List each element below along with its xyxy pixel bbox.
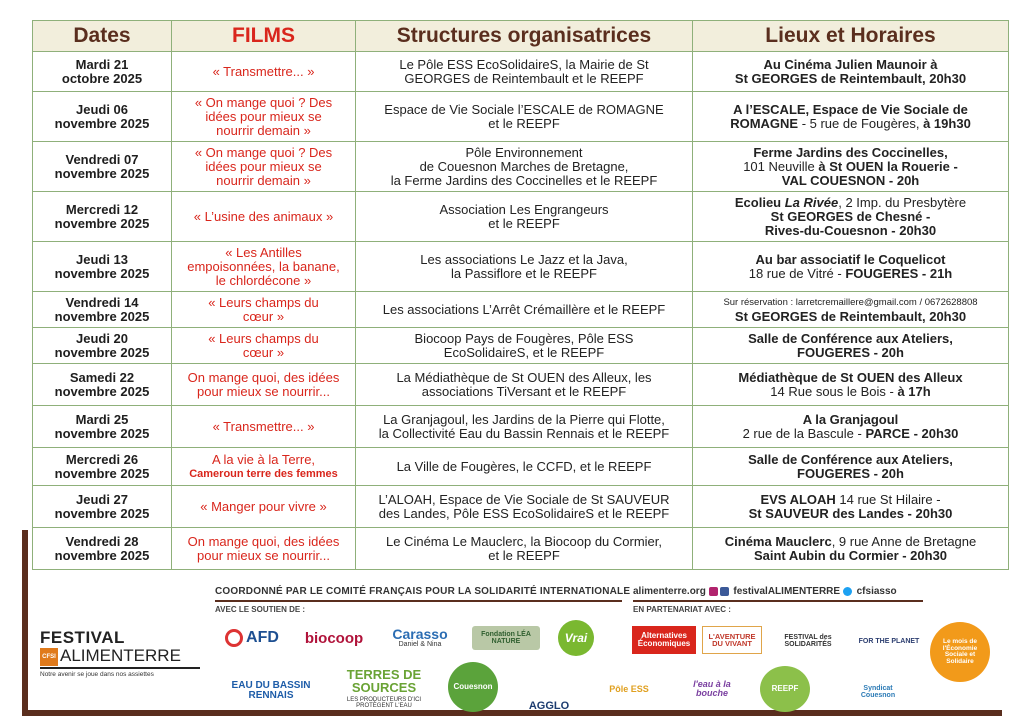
date-line: novembre 2025 bbox=[54, 115, 150, 131]
afd-logo: AFD bbox=[218, 624, 286, 652]
date-line: Mercredi 26 bbox=[65, 451, 139, 467]
film-subtitle: Cameroun terre des femmes bbox=[189, 467, 338, 480]
film-line: « Leurs champs du bbox=[208, 330, 319, 346]
lieu-text: EVS ALOAH bbox=[760, 491, 836, 507]
structures-line: la Passiflore et le REEPF bbox=[451, 265, 597, 281]
table-row bbox=[33, 92, 1009, 142]
vrai-logo: Vrai bbox=[558, 620, 594, 656]
structures-line: la Collectivité Eau du Bassin Rennais et le REEPF bbox=[378, 425, 670, 441]
cell-film bbox=[172, 142, 356, 192]
structures-line: des Landes, Pôle ESS EcoSolidaireS et le REEPF bbox=[378, 505, 670, 521]
date-line: novembre 2025 bbox=[54, 265, 150, 281]
cell-lieu bbox=[693, 92, 1009, 142]
cell-date bbox=[33, 52, 172, 92]
lieu-text: à St OUEN la Rouerie - bbox=[818, 158, 958, 174]
date-line: novembre 2025 bbox=[54, 465, 150, 481]
lieu-text: ROMAGNE bbox=[730, 115, 799, 131]
film-line: « On mange quoi ? Des bbox=[194, 144, 333, 160]
cell-lieu bbox=[693, 448, 1009, 486]
cell-lieu bbox=[693, 192, 1009, 242]
festival-logo-line1: FESTIVAL bbox=[40, 628, 125, 647]
cell-date bbox=[33, 292, 172, 328]
date-line: novembre 2025 bbox=[54, 547, 150, 563]
lieu-text: St GEORGES de Reintembault, 20h30 bbox=[734, 308, 967, 324]
cell-film bbox=[172, 406, 356, 448]
structures-line: Pôle Environnement bbox=[465, 144, 583, 160]
film-line: « Leurs champs du bbox=[208, 294, 319, 310]
date-line: Jeudi 27 bbox=[75, 491, 129, 507]
lieu-text: 101 Neuville bbox=[743, 158, 819, 174]
cell-lieu bbox=[693, 142, 1009, 192]
cell-lieu bbox=[693, 486, 1009, 528]
cell-structures bbox=[356, 52, 693, 92]
fondation-lea-nature-logo: Fondation LÉA NATURE bbox=[472, 626, 540, 650]
lieu-text: Médiathèque de St OUEN des Alleux bbox=[738, 369, 963, 385]
reepf-logo: REEPF bbox=[760, 666, 810, 712]
date-line: Jeudi 06 bbox=[75, 101, 129, 117]
cell-structures bbox=[356, 528, 693, 570]
cell-date bbox=[33, 448, 172, 486]
cell-lieu bbox=[693, 328, 1009, 364]
structures-line: EcoSolidaireS, et le REEPF bbox=[443, 344, 605, 360]
date-line: Mardi 21 bbox=[75, 56, 129, 72]
table-row bbox=[33, 528, 1009, 570]
film-line: « L’usine des animaux » bbox=[193, 208, 334, 224]
film-line: le chlordécone » bbox=[215, 272, 312, 288]
lieu-text: PARCE - 20h30 bbox=[865, 425, 959, 441]
footer bbox=[0, 580, 1024, 720]
date-line: novembre 2025 bbox=[54, 383, 150, 399]
table-row bbox=[33, 142, 1009, 192]
cell-structures bbox=[356, 406, 693, 448]
lieu-text: Salle de Conférence aux Ateliers, bbox=[748, 451, 953, 467]
cell-lieu bbox=[693, 242, 1009, 292]
lieu-text: , 9 rue Anne de Bretagne bbox=[831, 533, 977, 549]
social-links bbox=[633, 586, 897, 597]
divider bbox=[633, 600, 923, 602]
pole-ess-logo: Pôle ESS bbox=[609, 683, 649, 694]
cell-structures bbox=[356, 328, 693, 364]
eau-a-la-bouche-logo: l'eau à la bouche bbox=[693, 679, 731, 698]
facebook-handle[interactable]: festivalALIMENTERRE bbox=[733, 586, 841, 597]
date-line: Vendredi 07 bbox=[65, 151, 139, 167]
terres-de-sources-logo: TERRES DE SOURCES LES PRODUCTEURS D'ICI PROTÈGENT L'EAU bbox=[346, 666, 422, 709]
cell-structures bbox=[356, 192, 693, 242]
lieu-text: Cinéma Mauclerc bbox=[724, 533, 832, 549]
structures-line: Le Cinéma Le Mauclerc, la Biocoop du Cormier, bbox=[385, 533, 663, 549]
support-label: AVEC LE SOUTIEN DE : bbox=[215, 605, 306, 614]
cell-structures bbox=[356, 242, 693, 292]
header-structures: Structures organisatrices bbox=[356, 21, 693, 52]
instagram-icon bbox=[709, 587, 718, 596]
structures-line: et le REEPF bbox=[488, 115, 560, 131]
cell-film bbox=[172, 328, 356, 364]
table-row bbox=[33, 52, 1009, 92]
cell-film bbox=[172, 448, 356, 486]
film-line: nourrir demain » bbox=[216, 172, 311, 188]
lieu-text: - 5 rue de Fougères, bbox=[798, 115, 924, 131]
date-line: Mercredi 12 bbox=[65, 201, 139, 217]
cell-lieu bbox=[693, 364, 1009, 406]
structures-line: Les associations Le Jazz et la Java, bbox=[420, 251, 628, 267]
lieu-text: St GEORGES de Reintembault, 20h30 bbox=[734, 70, 967, 86]
festival-logo bbox=[40, 628, 200, 678]
film-line: empoisonnées, la banane, bbox=[187, 258, 340, 274]
structures-line: L’ALOAH, Espace de Vie Sociale de St SAUVEUR bbox=[378, 491, 670, 507]
cell-lieu bbox=[693, 528, 1009, 570]
structures-line: de Couesnon Marches de Bretagne, bbox=[419, 158, 629, 174]
table-header-row bbox=[33, 21, 1009, 52]
alternatives-economiques-logo: Alternatives Économiques bbox=[632, 626, 696, 654]
structures-line: La Médiathèque de St OUEN des Alleux, les bbox=[396, 369, 652, 385]
date-line: Mardi 25 bbox=[75, 411, 129, 427]
structures-line: GEORGES de Reintembault et le REEPF bbox=[404, 70, 644, 86]
cell-structures bbox=[356, 92, 693, 142]
lieu-text: 14 Rue sous le Bois - bbox=[770, 383, 898, 399]
film-line: A la vie à la Terre, bbox=[211, 451, 316, 467]
cell-film bbox=[172, 364, 356, 406]
syndicat-couesnon-logo: Syndicat Couesnon bbox=[860, 685, 896, 699]
cell-film bbox=[172, 292, 356, 328]
lieu-text: Au bar associatif le Coquelicot bbox=[755, 251, 946, 267]
lieu-text: à 19h30 bbox=[923, 115, 971, 131]
carasso-logo: Carasso Daniel & Nina bbox=[392, 625, 448, 648]
cell-date bbox=[33, 486, 172, 528]
structures-line: Biocoop Pays de Fougères, Pôle ESS bbox=[414, 330, 634, 346]
date-line: novembre 2025 bbox=[54, 505, 150, 521]
afd-ring-icon bbox=[225, 629, 243, 647]
lieu-text: Salle de Conférence aux Ateliers, bbox=[748, 330, 953, 346]
cell-lieu bbox=[693, 292, 1009, 328]
structures-line: la Ferme Jardins des Coccinelles et le REEPF bbox=[390, 172, 658, 188]
table-row bbox=[33, 448, 1009, 486]
film-line: « Manger pour vivre » bbox=[200, 498, 327, 514]
mois-ess-logo: Le mois de l'Économie Sociale et Solidaire bbox=[930, 622, 990, 682]
facebook-icon bbox=[720, 587, 729, 596]
cell-lieu bbox=[693, 52, 1009, 92]
film-line: nourrir demain » bbox=[216, 122, 311, 138]
date-line: novembre 2025 bbox=[54, 215, 150, 231]
website-link[interactable]: alimenterre.org bbox=[633, 586, 706, 597]
film-line: « Les Antilles bbox=[225, 244, 302, 260]
table-row bbox=[33, 192, 1009, 242]
table-row bbox=[33, 242, 1009, 292]
cell-date bbox=[33, 406, 172, 448]
lieu-text: VAL COUESNON - 20h bbox=[781, 172, 920, 188]
lieu-text: 14 rue St Hilaire - bbox=[835, 491, 941, 507]
lieu-text: St SAUVEUR des Landes - 20h30 bbox=[748, 505, 953, 521]
cell-date bbox=[33, 92, 172, 142]
film-line: « Transmettre... » bbox=[212, 63, 315, 79]
date-line: Jeudi 20 bbox=[75, 330, 129, 346]
festival-tagline: Notre avenir se joue dans nos assiettes bbox=[40, 671, 154, 678]
header-dates: Dates bbox=[33, 21, 172, 52]
structures-line: Association Les Engrangeurs bbox=[439, 201, 609, 217]
cell-lieu bbox=[693, 406, 1009, 448]
lieu-text: Ecolieu bbox=[734, 194, 785, 210]
lieu-text: Ferme Jardins des Coccinelles, bbox=[753, 144, 948, 160]
reservation-note: Sur réservation : larretcremaillere@gmail.com / 0672628808 bbox=[723, 296, 978, 308]
date-line: novembre 2025 bbox=[54, 344, 150, 360]
lieu-text: FOUGERES - 20h bbox=[797, 344, 904, 360]
lieu-text: Saint Aubin du Cormier - 20h30 bbox=[753, 547, 948, 563]
structures-line: La Granjagoul, les Jardins de la Pierre qui Flotte, bbox=[383, 411, 665, 427]
divider bbox=[215, 600, 622, 602]
cell-film bbox=[172, 92, 356, 142]
film-line: idées pour mieux se bbox=[205, 158, 322, 174]
cell-structures bbox=[356, 486, 693, 528]
film-line: pour mieux se nourrir... bbox=[197, 547, 330, 563]
table-row bbox=[33, 328, 1009, 364]
date-line: novembre 2025 bbox=[54, 425, 150, 441]
date-line: Vendredi 14 bbox=[65, 294, 139, 310]
date-line: Jeudi 13 bbox=[75, 251, 129, 267]
lieu-text: FOUGERES - 21h bbox=[845, 265, 953, 281]
coordination-text: COORDONNÉ PAR LE COMITÉ FRANÇAIS POUR LA SOLIDARITÉ INTERNATIONALE bbox=[215, 586, 631, 597]
lieu-text: 18 rue de Vitré - bbox=[748, 265, 846, 281]
film-line: idées pour mieux se bbox=[205, 108, 322, 124]
lieu-text: St GEORGES de Chesné - bbox=[770, 208, 931, 224]
festival-des-solidarites-logo: FESTIVAL des SOLIDARITÉS bbox=[784, 634, 832, 648]
date-line: novembre 2025 bbox=[54, 165, 150, 181]
film-line: « Transmettre... » bbox=[212, 418, 315, 434]
film-line: On mange quoi, des idées bbox=[187, 369, 340, 385]
date-line: octobre 2025 bbox=[61, 70, 143, 86]
header-lieux: Lieux et Horaires bbox=[693, 21, 1009, 52]
table-row bbox=[33, 364, 1009, 406]
lieu-text: La Rivée bbox=[784, 194, 839, 210]
lieu-text: 2 rue de la Bascule - bbox=[742, 425, 866, 441]
twitter-icon bbox=[843, 587, 852, 596]
cell-date bbox=[33, 142, 172, 192]
cfsi-logo: CFSI bbox=[40, 648, 58, 666]
twitter-handle[interactable]: cfsiasso bbox=[856, 586, 897, 597]
film-line: On mange quoi, des idées bbox=[187, 533, 340, 549]
structures-line: et le REEPF bbox=[488, 547, 560, 563]
cell-date bbox=[33, 364, 172, 406]
lieu-text: Au Cinéma Julien Maunoir à bbox=[763, 56, 938, 72]
cell-date bbox=[33, 528, 172, 570]
structures-line: Espace de Vie Sociale l’ESCALE de ROMAGNE bbox=[384, 101, 664, 117]
lieu-text: , 2 Imp. du Presbytère bbox=[838, 194, 967, 210]
cell-structures bbox=[356, 292, 693, 328]
film-line: cœur » bbox=[242, 308, 285, 324]
cell-date bbox=[33, 242, 172, 292]
cell-film bbox=[172, 486, 356, 528]
couesnon-logo: Couesnon bbox=[448, 662, 498, 712]
date-line: novembre 2025 bbox=[54, 308, 150, 324]
schedule-table bbox=[32, 20, 1009, 570]
cell-film bbox=[172, 528, 356, 570]
table-row bbox=[33, 292, 1009, 328]
structures-line: associations TiVersant et le REEPF bbox=[421, 383, 627, 399]
lieu-text: Rives-du-Couesnon - 20h30 bbox=[764, 222, 937, 238]
lieu-text: A l’ESCALE, Espace de Vie Sociale de bbox=[733, 101, 968, 117]
film-line: pour mieux se nourrir... bbox=[197, 383, 330, 399]
date-line: Samedi 22 bbox=[69, 369, 135, 385]
structures-line: et le REEPF bbox=[488, 215, 560, 231]
for-the-planet-logo: FOR THE PLANET bbox=[858, 637, 920, 645]
cell-date bbox=[33, 328, 172, 364]
lieu-text: à 17h bbox=[897, 383, 931, 399]
film-line: cœur » bbox=[242, 344, 285, 360]
lieu-text: A la Granjagoul bbox=[802, 411, 899, 427]
cell-film bbox=[172, 192, 356, 242]
aventure-du-vivant-logo: L'AVENTURE DU VIVANT bbox=[702, 626, 762, 654]
table-row bbox=[33, 486, 1009, 528]
fougeres-agglo-logo: AGGLO bbox=[528, 700, 570, 712]
lieu-text: FOUGERES - 20h bbox=[797, 465, 904, 481]
structures-line: La Ville de Fougères, le CCFD, et le REEPF bbox=[396, 458, 652, 474]
date-line: Vendredi 28 bbox=[65, 533, 139, 549]
festival-logo-line2: ALIMENTERRE bbox=[60, 646, 181, 665]
eau-du-bassin-rennais-logo: EAU DU BASSIN RENNAIS bbox=[231, 680, 311, 701]
cell-film bbox=[172, 52, 356, 92]
cell-film bbox=[172, 242, 356, 292]
table-body bbox=[33, 52, 1009, 570]
cell-structures bbox=[356, 364, 693, 406]
structures-line: Le Pôle ESS EcoSolidaireS, la Mairie de St bbox=[399, 56, 649, 72]
festival-logo-bar bbox=[40, 667, 200, 669]
structures-line: Les associations L’Arrêt Crémaillère et le REEPF bbox=[382, 301, 666, 317]
cell-structures bbox=[356, 448, 693, 486]
cell-structures bbox=[356, 142, 693, 192]
partnership-label: EN PARTENARIAT AVEC : bbox=[633, 605, 731, 614]
film-line: « On mange quoi ? Des bbox=[194, 94, 333, 110]
biocoop-logo: biocoop bbox=[304, 629, 364, 647]
table-row bbox=[33, 406, 1009, 448]
header-films: FILMS bbox=[172, 21, 356, 52]
cell-date bbox=[33, 192, 172, 242]
